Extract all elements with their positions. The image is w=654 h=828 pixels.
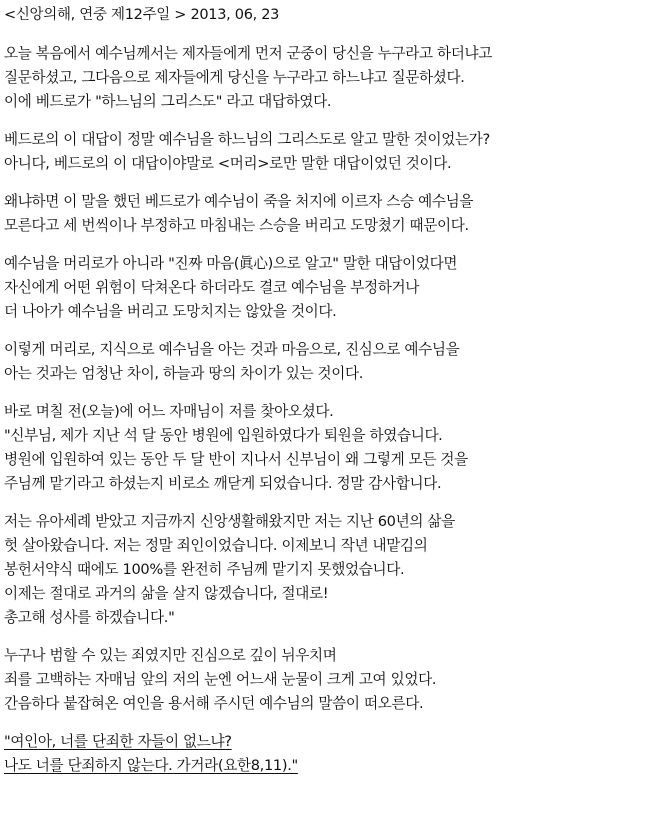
text-line: 헛 살아왔습니다. 저는 정말 죄인이었습니다. 이제보니 작년 내맡김의 [4,537,428,554]
text-line: 이렇게 머리로, 지식으로 예수님을 아는 것과 마음으로, 진심으로 예수님을 [4,341,460,358]
text-line: 아는 것과는 엄청난 차이, 하늘과 땅의 차이가 있는 것이다. [4,365,364,382]
document-header: <신앙의해, 연중 제12주일 > 2013, 06, 23 [4,7,280,23]
paragraph-2 [4,128,650,176]
paragraph-3 [4,190,650,238]
quote-line: "여인아, 너를 단죄한 자들이 없느냐? [4,733,232,750]
text-line: 주님께 맡기라고 하셨는지 비로소 깨닫게 되었습니다. 정말 감사합니다. [4,475,442,492]
text-line: 베드로의 이 대답이 정말 예수님을 하느님의 그리스도로 알고 말한 것이었는가? [4,131,490,148]
text-line: 간음하다 붙잡혀온 여인을 용서해 주시던 예수님의 말씀이 떠오른다. [4,695,424,712]
paragraph-8 [4,644,650,716]
paragraph-7 [4,510,650,630]
paragraph-4 [4,252,650,324]
homily-document [4,6,650,778]
text-line: "신부님, 제가 지난 석 달 동안 병원에 입원하였다가 퇴원을 하였습니다. [4,427,443,444]
paragraph-1 [4,42,650,114]
text-line: 모른다고 세 번씩이나 부정하고 마침내는 스승을 버리고 도망쳤기 때문이다. [4,217,469,234]
text-line: 총고해 성사를 하겠습니다." [4,609,175,626]
text-line: 봉헌서약식 때에도 100%를 완전히 주님께 맡기지 못했었습니다. [4,561,405,578]
paragraph-5 [4,338,650,386]
text-line: 이제는 절대로 과거의 삶을 살지 않겠습니다, 절대로! [4,585,329,602]
text-line: 병원에 입원하여 있는 동안 두 달 반이 지나서 신부님이 왜 그렇게 모든 것을 [4,451,468,468]
text-line: 예수님을 머리로가 아니라 "진짜 마음(眞心)으로 알고" 말한 대답이었다면 [4,255,458,272]
scripture-quote [4,730,650,778]
text-line: 질문하셨고, 그다음으로 제자들에게 당신을 누구라고 하느냐고 질문하셨다. [4,69,465,86]
text-line: 왜냐하면 이 말을 했던 베드로가 예수님이 죽을 처지에 이르자 스승 예수님을 [4,193,474,210]
text-line: 바로 며칠 전(오늘)에 어느 자매님이 저를 찾아오셨다. [4,403,334,420]
text-line: 누구나 범할 수 있는 죄였지만 진심으로 깊이 뉘우치며 [4,647,337,664]
text-line: 오늘 복음에서 예수님께서는 제자들에게 먼저 군중이 당신을 누구라고 하더냐고 [4,45,492,62]
text-line: 자신에게 어떤 위험이 닥쳐온다 하더라도 결코 예수님을 부정하거나 [4,279,419,296]
text-line: 죄를 고백하는 자매님 앞의 저의 눈엔 어느새 눈물이 크게 고여 있었다. [4,671,437,688]
text-line: 더 나아가 예수님을 버리고 도망치지는 않았을 것이다. [4,303,337,320]
text-line: 저는 유아세례 받았고 지금까지 신앙생활해왔지만 저는 지난 60년의 삶을 [4,513,455,530]
text-line: 이에 베드로가 "하느님의 그리스도" 라고 대답하였다. [4,93,332,110]
text-line: 아니다, 베드로의 이 대답이야말로 <머리>로만 말한 대답이었던 것이다. [4,155,452,172]
quote-line: 나도 너를 단죄하지 않는다. 가거라(요한8,11)." [4,757,298,774]
paragraph-6 [4,400,650,496]
